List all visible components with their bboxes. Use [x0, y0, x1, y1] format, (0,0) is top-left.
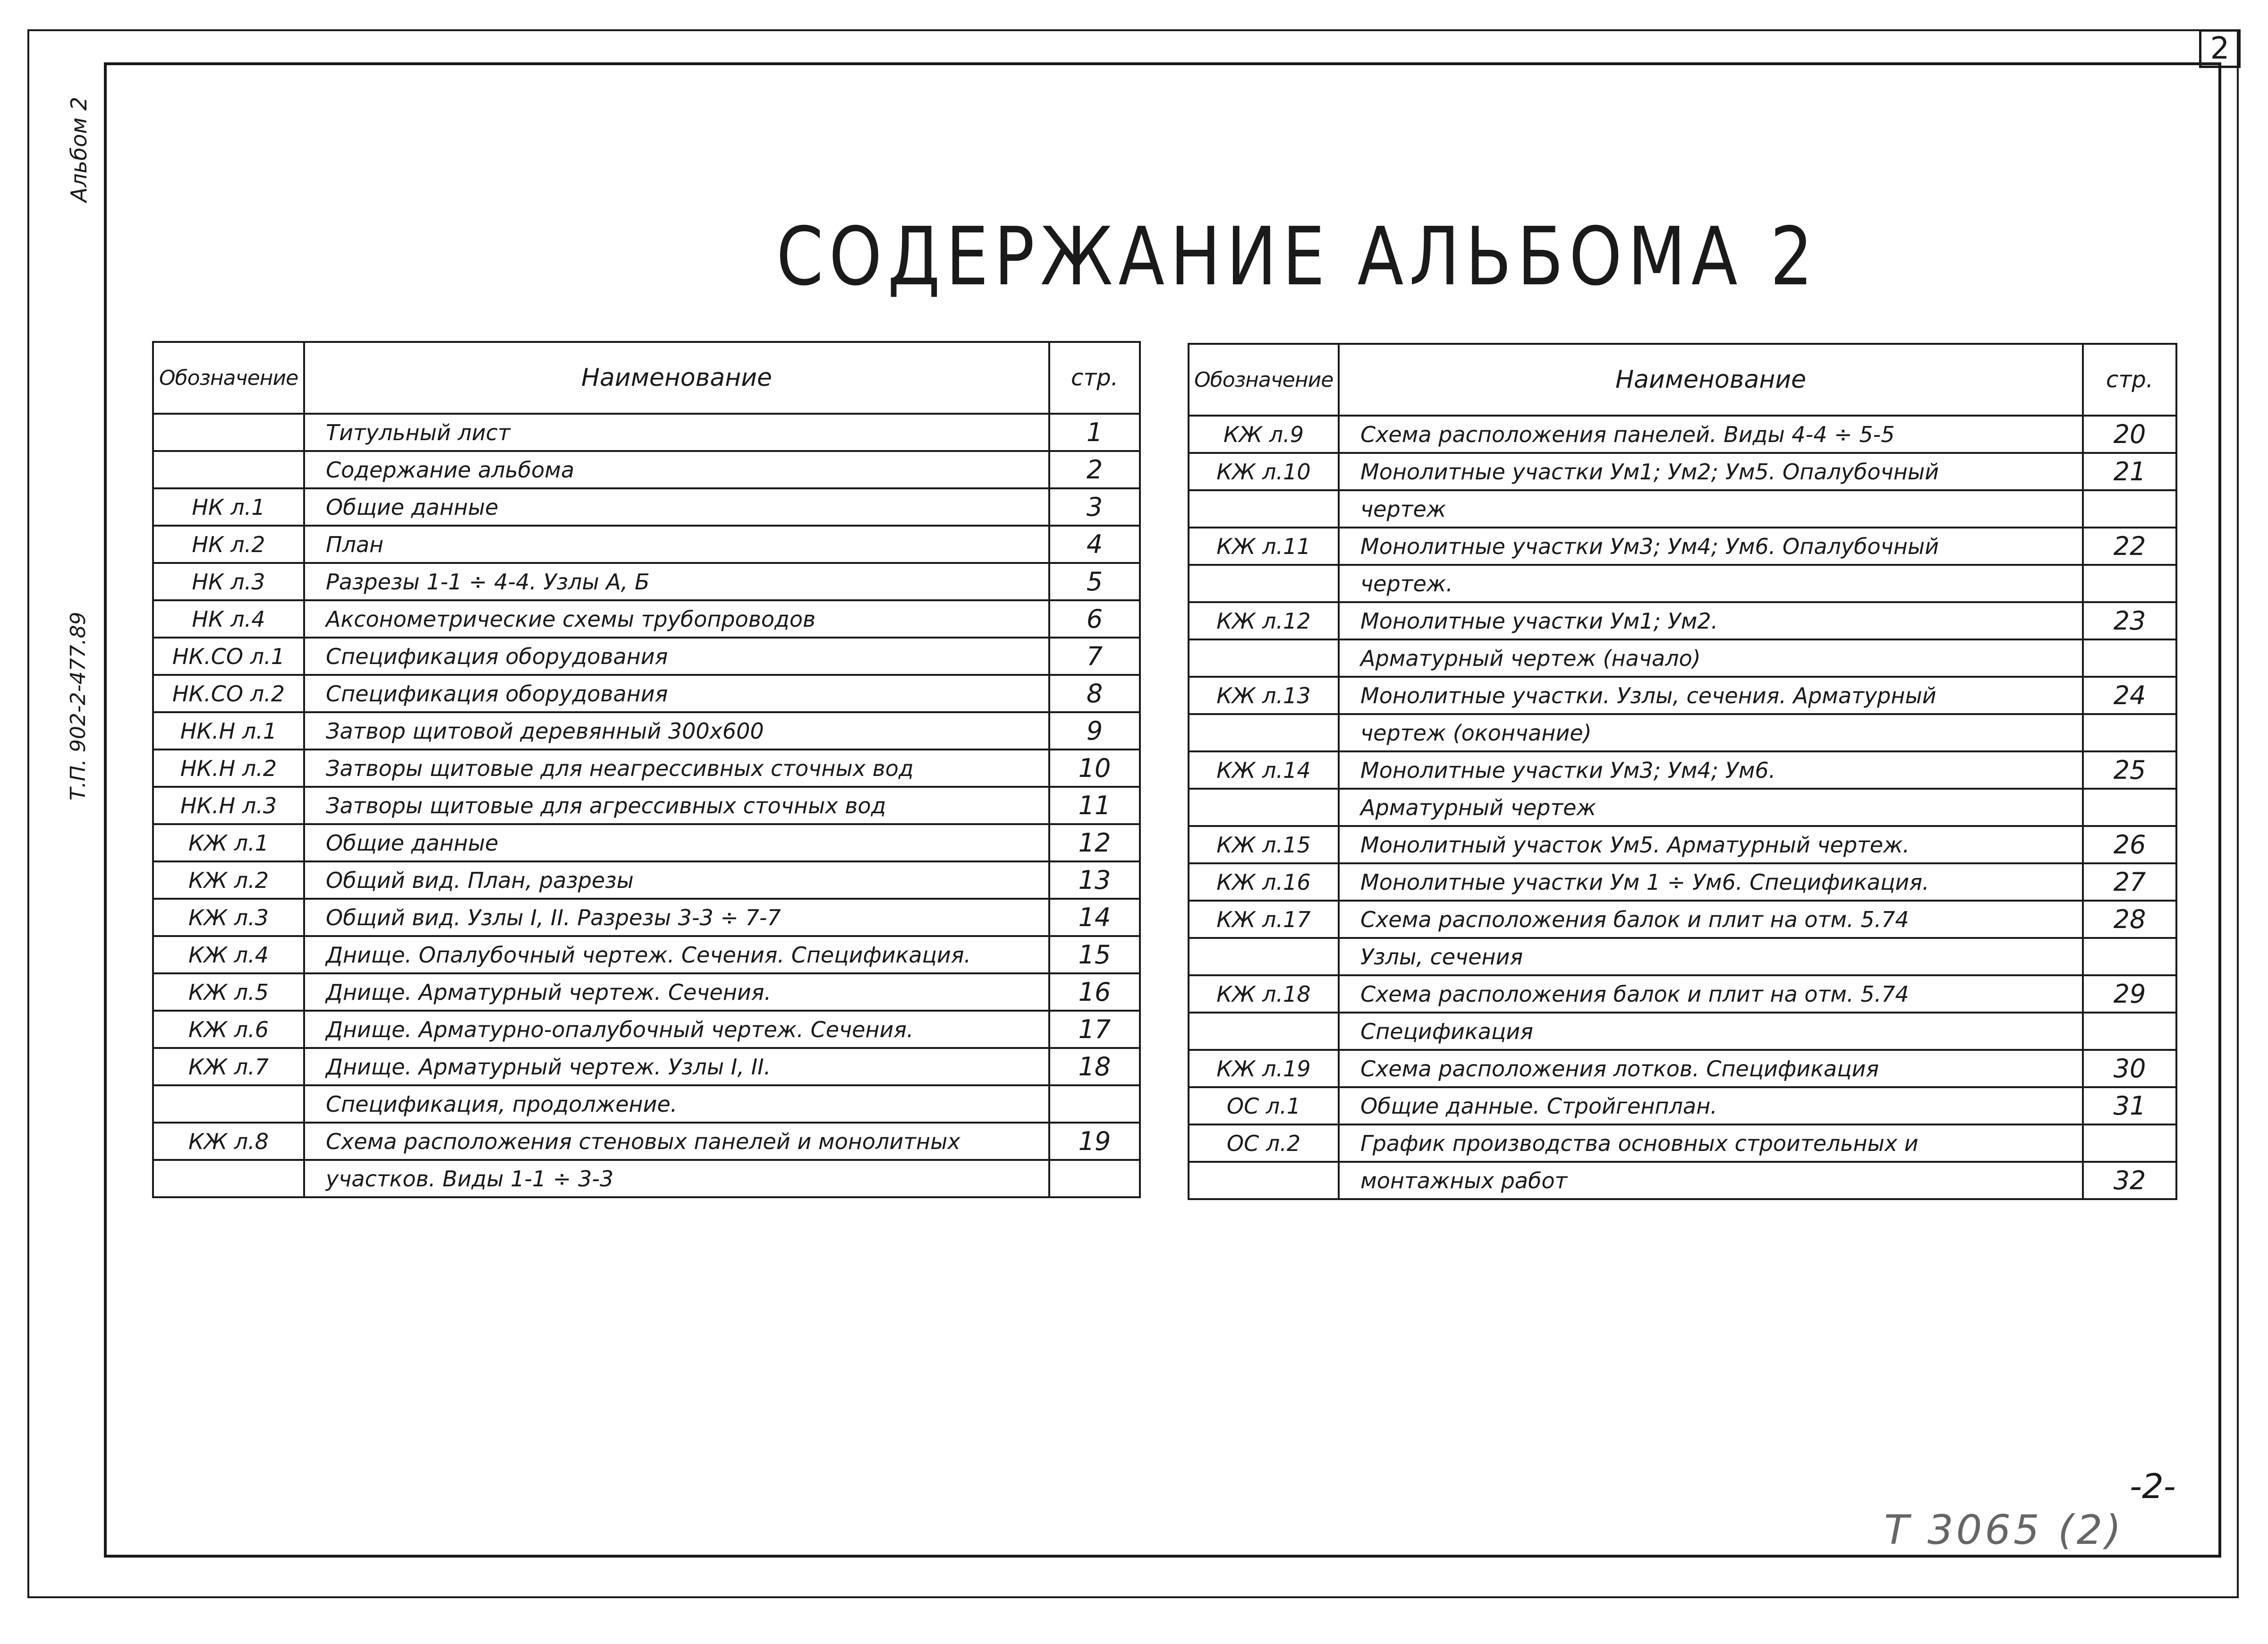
- row-name: Днище. Арматурно-опалубочный чертеж. Сечения.: [304, 1011, 1049, 1048]
- row-name: Общие данные. Стройгенплан.: [1339, 1087, 2083, 1124]
- row-code: [1189, 490, 1339, 528]
- row-page: 10: [1049, 750, 1140, 787]
- row-code: [1189, 639, 1339, 677]
- table-row: [1189, 751, 2176, 789]
- table-row: [153, 526, 1140, 563]
- row-code: [1189, 789, 1339, 826]
- row-name: Днище. Арматурный чертеж. Сечения.: [304, 973, 1049, 1011]
- table-header-row: [153, 342, 1140, 414]
- table-row: [153, 787, 1140, 824]
- header-name: Наименование: [1339, 344, 2083, 416]
- row-name: Затвор щитовой деревянный 300х600: [304, 712, 1049, 750]
- row-code: КЖ л.11: [1189, 528, 1339, 565]
- row-name: чертеж.: [1339, 565, 2083, 602]
- row-page: 8: [1049, 675, 1140, 712]
- row-page: 22: [2083, 528, 2176, 565]
- table-row: [1189, 602, 2176, 639]
- row-code: [153, 414, 304, 451]
- table-row: [1189, 863, 2176, 901]
- row-name: Аксонометрические схемы трубопроводов: [304, 600, 1049, 638]
- row-page: 13: [1049, 861, 1140, 899]
- row-name: Днище. Арматурный чертеж. Узлы I, II.: [304, 1048, 1049, 1085]
- row-name: чертеж: [1339, 490, 2083, 528]
- row-code: КЖ л.15: [1189, 826, 1339, 863]
- row-name: Общий вид. План, разрезы: [304, 861, 1049, 899]
- header-name: Наименование: [304, 342, 1049, 414]
- table-row: [1189, 490, 2176, 528]
- header-page: стр.: [2083, 344, 2176, 416]
- table-row: [153, 936, 1140, 973]
- row-name: Схема расположения балок и плит на отм. 5.74: [1339, 975, 2083, 1013]
- row-code: КЖ л.19: [1189, 1050, 1339, 1087]
- table-row: [1189, 1050, 2176, 1087]
- row-code: НК л.3: [153, 563, 304, 600]
- row-page: [2083, 714, 2176, 751]
- row-code: [1189, 938, 1339, 975]
- row-code: [1189, 1162, 1339, 1199]
- row-name: Монолитные участки Ум3; Ум4; Ум6. Опалубочный: [1339, 528, 2083, 565]
- table-row: [153, 600, 1140, 638]
- row-code: КЖ л.14: [1189, 751, 1339, 789]
- row-code: КЖ л.16: [1189, 863, 1339, 901]
- row-page: 2: [1049, 451, 1140, 488]
- page-title: СОДЕРЖАНИЕ АЛЬБОМА 2: [776, 210, 1819, 304]
- row-name: Схема расположения лотков. Спецификация: [1339, 1050, 2083, 1087]
- row-page: [2083, 1124, 2176, 1162]
- row-code: [153, 1160, 304, 1197]
- row-code: КЖ л.10: [1189, 453, 1339, 490]
- row-name: Затворы щитовые для агрессивных сточных вод: [304, 787, 1049, 824]
- row-code: [1189, 1013, 1339, 1050]
- header-page: стр.: [1049, 342, 1140, 414]
- row-code: НК.Н л.3: [153, 787, 304, 824]
- row-code: НК л.4: [153, 600, 304, 638]
- row-name: Монолитные участки Ум1; Ум2; Ум5. Опалубочный: [1339, 453, 2083, 490]
- row-page: 27: [2083, 863, 2176, 901]
- row-code: КЖ л.1: [153, 824, 304, 861]
- table-row: [153, 675, 1140, 712]
- row-page: 7: [1049, 638, 1140, 675]
- row-name: участков. Виды 1-1 ÷ 3-3: [304, 1160, 1049, 1197]
- table-row: [1189, 453, 2176, 490]
- row-code: КЖ л.13: [1189, 677, 1339, 714]
- row-code: НК.СО л.2: [153, 675, 304, 712]
- row-name: Спецификация оборудования: [304, 675, 1049, 712]
- table-header-row: [1189, 344, 2176, 416]
- row-name: Спецификация оборудования: [304, 638, 1049, 675]
- row-page: 24: [2083, 677, 2176, 714]
- row-page: 6: [1049, 600, 1140, 638]
- row-page: 4: [1049, 526, 1140, 563]
- row-code: КЖ л.8: [153, 1123, 304, 1160]
- table-row: [153, 1048, 1140, 1085]
- row-name: Монолитные участки Ум3; Ум4; Ум6.: [1339, 751, 2083, 789]
- row-page: 19: [1049, 1123, 1140, 1160]
- table-row: [1189, 975, 2176, 1013]
- contents-table-right: [1188, 343, 2177, 1200]
- row-page: 14: [1049, 899, 1140, 936]
- row-name: Монолитные участки. Узлы, сечения. Арматурный: [1339, 677, 2083, 714]
- row-name: Арматурный чертеж: [1339, 789, 2083, 826]
- row-page: 9: [1049, 712, 1140, 750]
- row-code: КЖ л.17: [1189, 901, 1339, 938]
- row-name: Общие данные: [304, 488, 1049, 526]
- row-code: КЖ л.7: [153, 1048, 304, 1085]
- row-name: монтажных работ: [1339, 1162, 2083, 1199]
- table-row: [1189, 938, 2176, 975]
- row-name: Титульный лист: [304, 414, 1049, 451]
- row-name: График производства основных строительных и: [1339, 1124, 2083, 1162]
- row-code: [1189, 714, 1339, 751]
- row-code: [153, 1085, 304, 1123]
- table-row: [153, 414, 1140, 451]
- row-name: чертеж (окончание): [1339, 714, 2083, 751]
- row-code: КЖ л.4: [153, 936, 304, 973]
- row-name: Монолитные участки Ум1; Ум2.: [1339, 602, 2083, 639]
- table-row: [153, 824, 1140, 861]
- header-code: Обозначение: [153, 342, 304, 414]
- row-page: 3: [1049, 488, 1140, 526]
- row-page: 31: [2083, 1087, 2176, 1124]
- row-name: Общие данные: [304, 824, 1049, 861]
- table-row: [1189, 1124, 2176, 1162]
- table-row: [153, 638, 1140, 675]
- table-row: [153, 563, 1140, 600]
- row-page: [2083, 490, 2176, 528]
- row-page: 18: [1049, 1048, 1140, 1085]
- table-row: [1189, 789, 2176, 826]
- row-code: НК.Н л.2: [153, 750, 304, 787]
- row-page: 11: [1049, 787, 1140, 824]
- row-code: ОС л.1: [1189, 1087, 1339, 1124]
- table-row: [1189, 714, 2176, 751]
- row-code: КЖ л.6: [153, 1011, 304, 1048]
- row-code: НК л.2: [153, 526, 304, 563]
- row-code: КЖ л.2: [153, 861, 304, 899]
- page-number: 2: [2199, 29, 2241, 68]
- row-name: Монолитный участок Ум5. Арматурный чертеж.: [1339, 826, 2083, 863]
- contents-table-left: [152, 341, 1141, 1198]
- row-code: КЖ л.3: [153, 899, 304, 936]
- row-name: Спецификация, продолжение.: [304, 1085, 1049, 1123]
- row-page: [2083, 789, 2176, 826]
- row-page: 15: [1049, 936, 1140, 973]
- row-page: [1049, 1160, 1140, 1197]
- table-row: [153, 861, 1140, 899]
- table-row: [1189, 901, 2176, 938]
- table-row: [1189, 1162, 2176, 1199]
- row-name: Спецификация: [1339, 1013, 2083, 1050]
- row-page: 17: [1049, 1011, 1140, 1048]
- row-page: [2083, 1013, 2176, 1050]
- contents-body-left: [153, 414, 1140, 1197]
- row-code: КЖ л.18: [1189, 975, 1339, 1013]
- row-code: [1189, 565, 1339, 602]
- row-name: Монолитные участки Ум 1 ÷ Ум6. Спецификация.: [1339, 863, 2083, 901]
- table-row: [153, 899, 1140, 936]
- row-name: Схема расположения панелей. Виды 4-4 ÷ 5-5: [1339, 416, 2083, 453]
- table-row: [153, 973, 1140, 1011]
- archive-stamp: Т 3065 (2): [1884, 1507, 2124, 1554]
- table-row: [1189, 416, 2176, 453]
- row-page: 23: [2083, 602, 2176, 639]
- table-row: [153, 1123, 1140, 1160]
- row-code: КЖ л.5: [153, 973, 304, 1011]
- row-page: 32: [2083, 1162, 2176, 1199]
- album-label: Альбом 2: [66, 96, 92, 202]
- row-page: 1: [1049, 414, 1140, 451]
- row-code: КЖ л.9: [1189, 416, 1339, 453]
- row-name: Затворы щитовые для неагрессивных сточных вод: [304, 750, 1049, 787]
- table-row: [153, 488, 1140, 526]
- row-page: 5: [1049, 563, 1140, 600]
- row-page: 16: [1049, 973, 1140, 1011]
- row-name: Содержание альбома: [304, 451, 1049, 488]
- table-row: [1189, 826, 2176, 863]
- row-page: 25: [2083, 751, 2176, 789]
- row-name: Днище. Опалубочный чертеж. Сечения. Спецификация.: [304, 936, 1049, 973]
- row-code: ОС л.2: [1189, 1124, 1339, 1162]
- row-page: 21: [2083, 453, 2176, 490]
- table-row: [1189, 677, 2176, 714]
- row-code: НК л.1: [153, 488, 304, 526]
- table-row: [153, 750, 1140, 787]
- table-row: [153, 451, 1140, 488]
- table-row: [1189, 1013, 2176, 1050]
- row-code: [153, 451, 304, 488]
- table-row: [153, 1011, 1140, 1048]
- table-row: [153, 1160, 1140, 1197]
- row-name: Общий вид. Узлы I, II. Разрезы 3-3 ÷ 7-7: [304, 899, 1049, 936]
- table-row: [1189, 565, 2176, 602]
- row-page: [2083, 938, 2176, 975]
- row-name: Схема расположения стеновых панелей и монолитных: [304, 1123, 1049, 1160]
- row-page: [2083, 639, 2176, 677]
- row-page: 28: [2083, 901, 2176, 938]
- row-name: Схема расположения балок и плит на отм. 5.74: [1339, 901, 2083, 938]
- row-page: 30: [2083, 1050, 2176, 1087]
- row-page: 26: [2083, 826, 2176, 863]
- row-name: Узлы, сечения: [1339, 938, 2083, 975]
- row-code: КЖ л.12: [1189, 602, 1339, 639]
- row-name: Разрезы 1-1 ÷ 4-4. Узлы А, Б: [304, 563, 1049, 600]
- row-page: [2083, 565, 2176, 602]
- row-name: План: [304, 526, 1049, 563]
- row-page: 12: [1049, 824, 1140, 861]
- document-code: Т.П. 902-2-477.89: [66, 612, 90, 801]
- table-row: [1189, 1087, 2176, 1124]
- table-row: [153, 1085, 1140, 1123]
- table-row: [153, 712, 1140, 750]
- sheet-mark: -2-: [2130, 1466, 2176, 1506]
- row-name: Арматурный чертеж (начало): [1339, 639, 2083, 677]
- row-code: НК.Н л.1: [153, 712, 304, 750]
- row-code: НК.СО л.1: [153, 638, 304, 675]
- header-code: Обозначение: [1189, 344, 1339, 416]
- row-page: 29: [2083, 975, 2176, 1013]
- row-page: [1049, 1085, 1140, 1123]
- row-page: 20: [2083, 416, 2176, 453]
- table-row: [1189, 639, 2176, 677]
- table-row: [1189, 528, 2176, 565]
- contents-body-right: [1189, 416, 2176, 1199]
